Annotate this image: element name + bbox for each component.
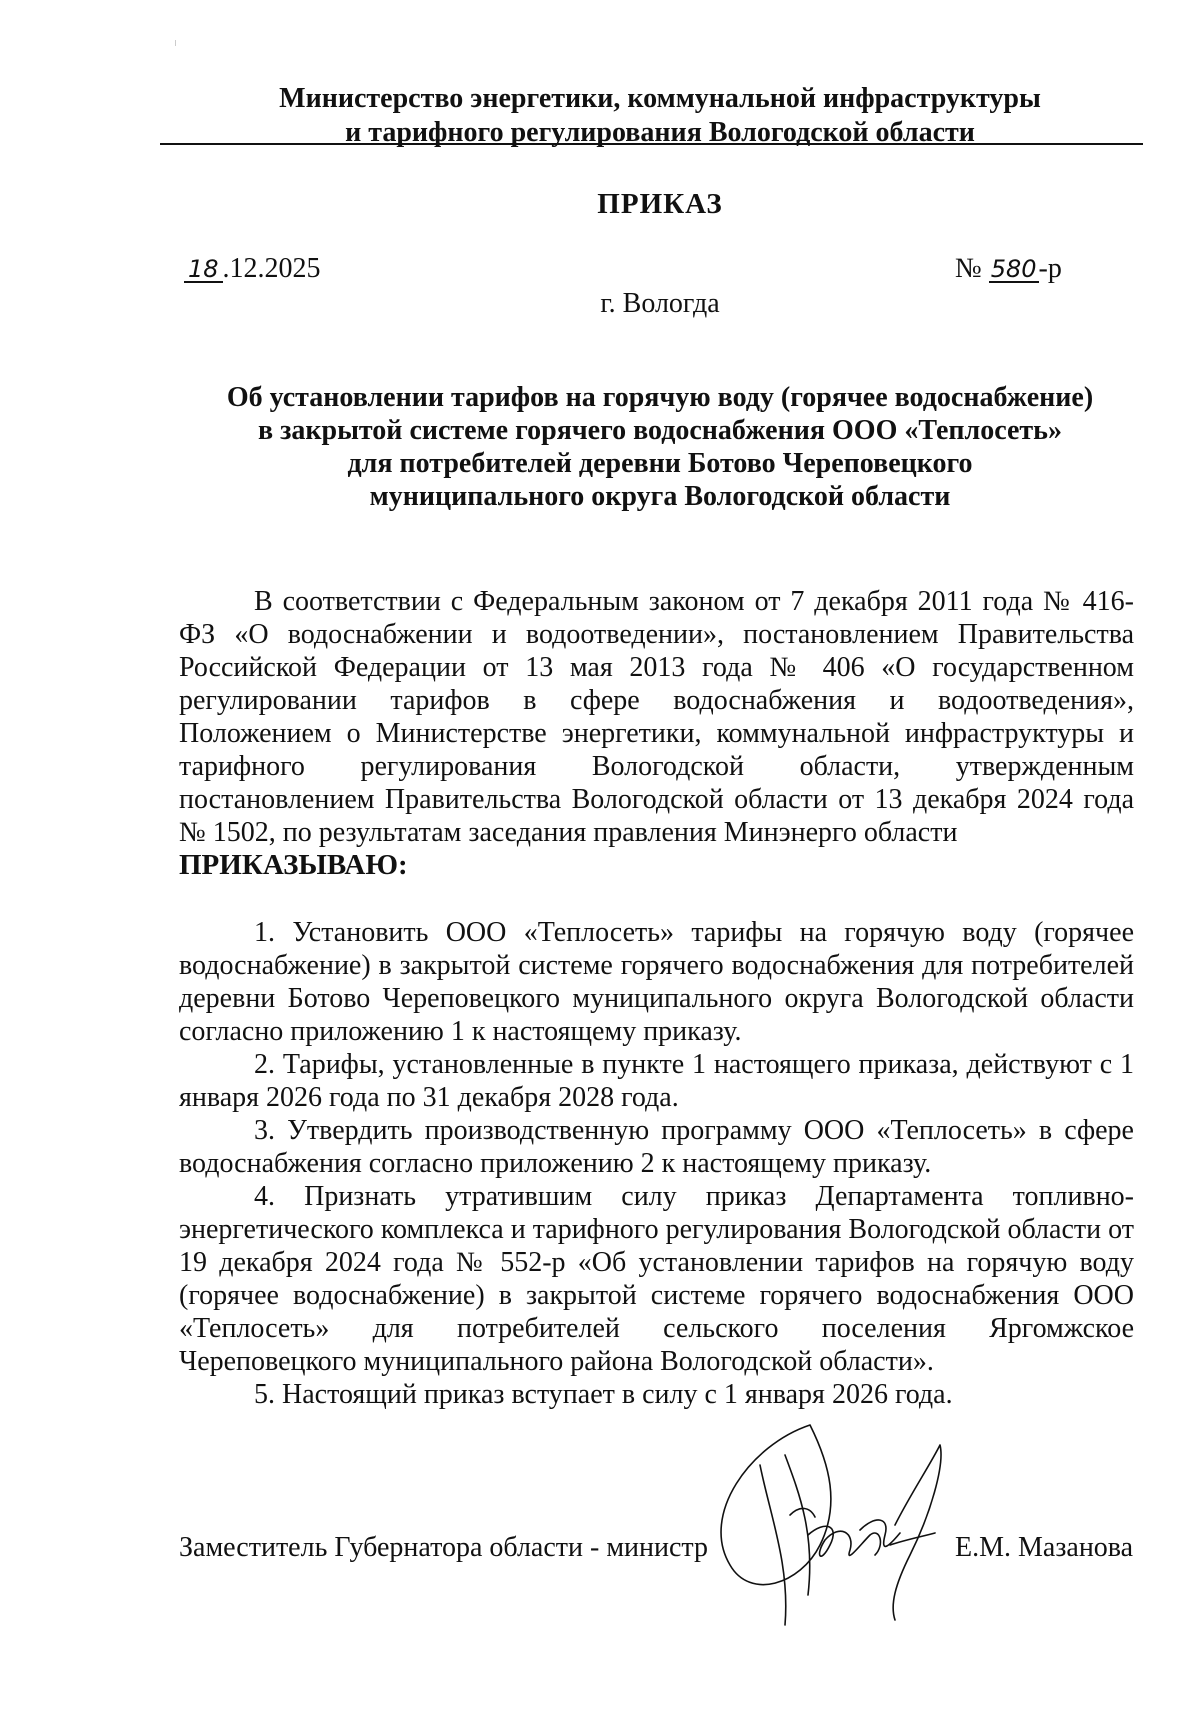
header-divider: [160, 143, 1143, 145]
order-item-1: 1. Установить ООО «Теплосеть» тарифы на горячую воду (горячее водоснабжение) в закрытой системе горячего водоснабжения для потребителей деревни Ботово Череповецкого муниципального округа Вологодской области согласно приложению 1 к настоящему приказу.: [179, 917, 1134, 1047]
signatory-name: Е.М. Мазанова: [955, 1532, 1134, 1563]
ministry-header: [160, 82, 1160, 150]
number-handwritten: 580: [990, 255, 1037, 283]
ministry-line-2: и тарифного регулирования Вологодской области: [345, 117, 975, 148]
order-item-5: 5. Настоящий приказ вступает в силу с 1 января 2026 года.: [254, 1379, 953, 1410]
order-directive: ПРИКАЗЫВАЮ:: [179, 849, 408, 881]
order-subject: [175, 381, 1145, 513]
order-number: [955, 253, 1062, 285]
subject-line-2: в закрытой системе горячего водоснабжения ООО «Теплосеть»: [257, 415, 1062, 446]
number-suffix: -р: [1038, 253, 1062, 284]
order-item-3: 3. Утвердить производственную программу ООО «Теплосеть» в сфере водоснабжения согласно приложению 2 к настоящему приказу.: [179, 1115, 1134, 1179]
handwritten-signature: [690, 1405, 990, 1645]
scan-artifact: [175, 40, 176, 46]
date-printed: .12.2025: [222, 253, 321, 284]
number-prefix: №: [955, 253, 989, 284]
ministry-line-1: Министерство энергетики, коммунальной инфраструктуры: [279, 83, 1041, 114]
order-item-2: 2. Тарифы, установленные в пункте 1 настоящего приказа, действуют с 1 января 2026 года по 31 декабря 2028 года.: [179, 1049, 1134, 1113]
order-title: ПРИКАЗ: [597, 188, 723, 220]
subject-line-4: муниципального округа Вологодской области: [369, 481, 951, 512]
order-item-4: 4. Признать утратившим силу приказ Департамента топливно-энергетического комплекса и тарифного регулирования Вологодской области от 19 декабря 2024 года № 552-р «Об установлении тарифов на горячую воду (горячее водоснабжение) в закрытой системе горячего водоснабжения ООО «Теплосеть» для потребителей сельского поселения Яргомжское Череповецкого муниципального района Вологодской области».: [179, 1181, 1134, 1377]
order-body: [179, 585, 1134, 1411]
signatory-position: Заместитель Губернатора области - министр: [179, 1532, 708, 1563]
order-date: [184, 253, 321, 285]
preamble-paragraph: В соответствии с Федеральным законом от 7 декабря 2011 года № 416-ФЗ «О водоснабжении и водоотведении», постановлением Правительства Российской Федерации от 13 мая 2013 года № 406 «О государственном регулировании тарифов в сфере водоснабжения и водоотведения», Положением о Министерстве энергетики, коммунальной инфраструктуры и тарифного регулирования Вологодской области, утвержденным постановлением Правительства Вологодской области от 13 декабря 2024 года № 1502, по результатам заседания правления Минэнерго области: [179, 586, 1134, 848]
paragraph-gap: [179, 882, 1134, 916]
subject-line-1: Об установлении тарифов на горячую воду (горячее водоснабжение): [226, 382, 1094, 413]
subject-line-3: для потребителей деревни Ботово Череповецкого: [347, 448, 973, 479]
order-city: г. Вологда: [600, 288, 720, 319]
date-handwritten-day: 18: [184, 257, 223, 283]
